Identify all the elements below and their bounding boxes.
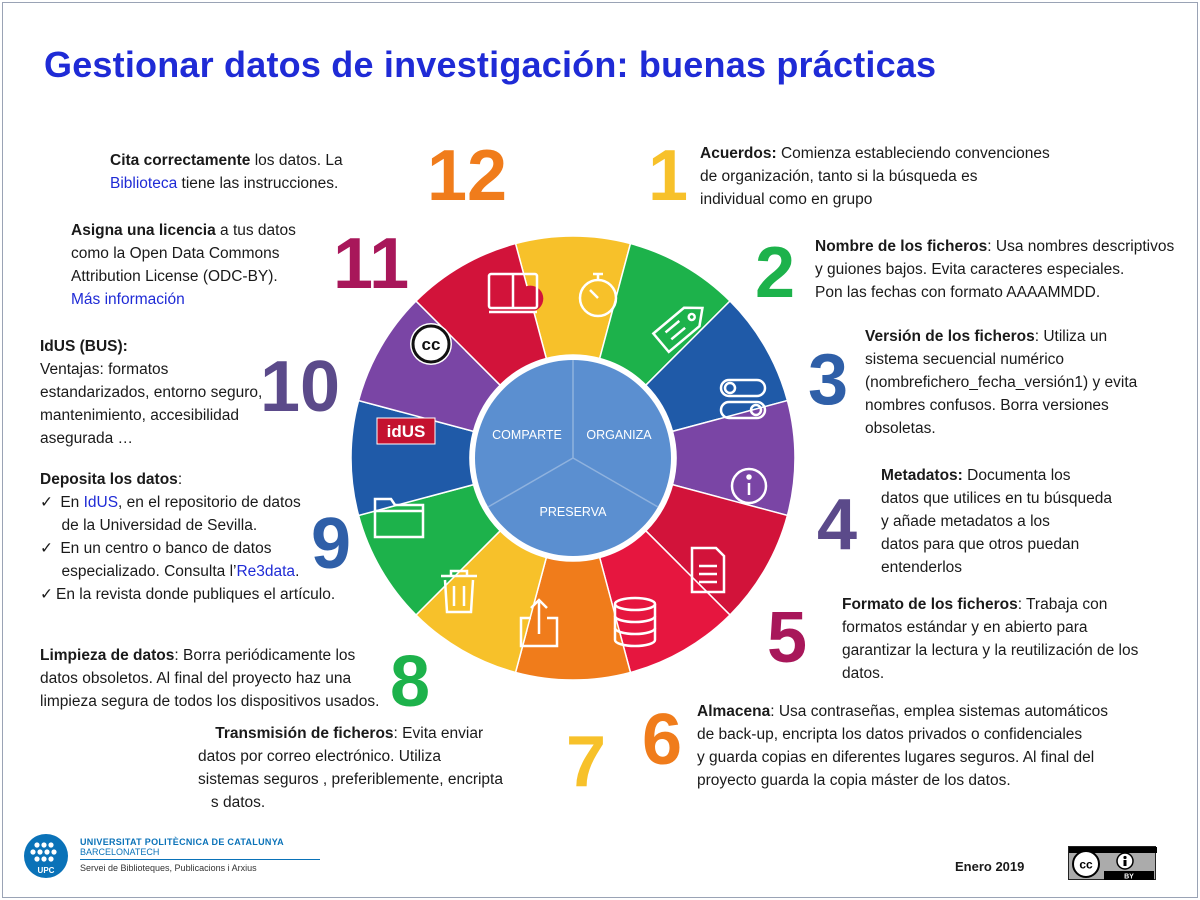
re3data-link[interactable]: Re3data — [236, 563, 296, 580]
number-6: 6 — [642, 700, 683, 780]
mas-informacion-link[interactable]: Más información — [71, 291, 185, 308]
number-12: 12 — [427, 136, 508, 216]
item-7-transmision-ficheros: Transmisión de ficheros: Evita enviar datos por correo electrónico. Utiliza sistemas seguros , preferiblemente, encripta s datos. — [198, 725, 503, 811]
label-organiza: ORGANIZA — [586, 428, 652, 442]
number-10: 10 — [260, 347, 341, 427]
number-1: 1 — [648, 136, 689, 216]
item-9-deposita-datos: Deposita los datos: ✓ En IdUS, en el repositorio de datos de la Universidad de Sevilla. ✓ En un centro o banco de datos especializado. Consulta l’Re3data. ✓ En la revista donde publiques el artículo. — [40, 468, 360, 606]
idus-icon — [377, 418, 435, 444]
number-5: 5 — [767, 598, 808, 678]
number-4: 4 — [817, 485, 858, 565]
item-10-idus-bus: IdUS (BUS): Ventajas: formatos estandarizados, entorno seguro, mantenimiento, accesibilidad asegurada … — [40, 338, 263, 447]
label-preserva: PRESERVA — [539, 505, 607, 519]
service-name: Servei de Biblioteques, Publicacions i Arxius — [80, 863, 257, 873]
by-footer-text: BY — [1124, 873, 1134, 881]
publication-date: Enero 2019 — [955, 859, 1025, 874]
upc-logo — [22, 833, 284, 884]
item-8-limpieza-datos: Limpieza de datos: Borra periódicamente los datos obsoletos. Al final del proyecto haz una limpieza segura de todos los dispositivos usados. — [40, 647, 380, 710]
number-2: 2 — [755, 233, 796, 313]
item-6-almacena: Almacena: Usa contraseñas, emplea sistemas automáticos de back-up, encripta los datos privados o confidenciales y guarda copias en diferentes lugares seguros. Al final del proyecto guarda la copia máster de los datos. — [697, 703, 1108, 789]
check-icon: ✓ — [40, 494, 53, 511]
number-7: 7 — [566, 722, 607, 802]
cc-footer-text: cc — [1079, 857, 1093, 872]
biblioteca-link[interactable]: Biblioteca — [110, 175, 178, 192]
cc-by-license-badge — [1068, 846, 1156, 880]
number-9: 9 — [311, 504, 352, 584]
item-4-metadatos: Metadatos: Documenta los datos que utilices en tu búsqueda y añade metadatos a los datos para que otros puedan entenderlos — [881, 467, 1112, 576]
item-11-licencia: Asigna una licencia a tus datos como la Open Data Commons Attribution License (ODC-BY). Más información — [71, 222, 296, 308]
upc-text: UPC — [37, 866, 55, 875]
university-name: UNIVERSITAT POLITÈCNICA DE CATALUNYA — [80, 837, 284, 847]
idus-link[interactable]: IdUS — [83, 494, 119, 511]
check-icon: ✓ — [40, 586, 53, 603]
item-12-cita: Cita correctamente los datos. La Biblioteca tiene las instrucciones. — [110, 152, 343, 192]
item-2-nombre-ficheros: Nombre de los ficheros: Usa nombres descriptivos y guiones bajos. Evita caracteres especiales. Pon las fechas con formato AAAAMMDD. — [815, 238, 1175, 301]
number-3: 3 — [808, 340, 849, 420]
check-icon: ✓ — [40, 540, 53, 557]
number-11: 11 — [333, 224, 410, 304]
label-comparte: COMPARTE — [492, 428, 562, 442]
cc-badge-text: cc — [421, 335, 441, 354]
practices-wheel — [347, 232, 799, 684]
barcelonatech: BARCELONATECH — [80, 847, 320, 860]
idus-badge-text: idUS — [386, 422, 426, 441]
number-8: 8 — [390, 642, 431, 722]
page-title: Gestionar datos de investigación: buenas prácticas — [44, 44, 937, 85]
upc-emblem — [22, 833, 70, 879]
cc-icon — [410, 323, 452, 365]
item-3-version-ficheros: Versión de los ficheros: Utiliza un sistema secuencial numérico (nombrefichero_fecha_versión1) y evita nombres confusos. Borra versiones obsoletas. — [865, 328, 1138, 437]
item-5-formato-ficheros: Formato de los ficheros: Trabaja con formatos estándar y en abierto para garantizar la lectura y la reutilización de los datos. — [842, 596, 1139, 682]
item-1-acuerdos: Acuerdos: Comienza estableciendo convenciones de organización, tanto si la búsqueda es individual como en grupo — [700, 145, 1050, 208]
